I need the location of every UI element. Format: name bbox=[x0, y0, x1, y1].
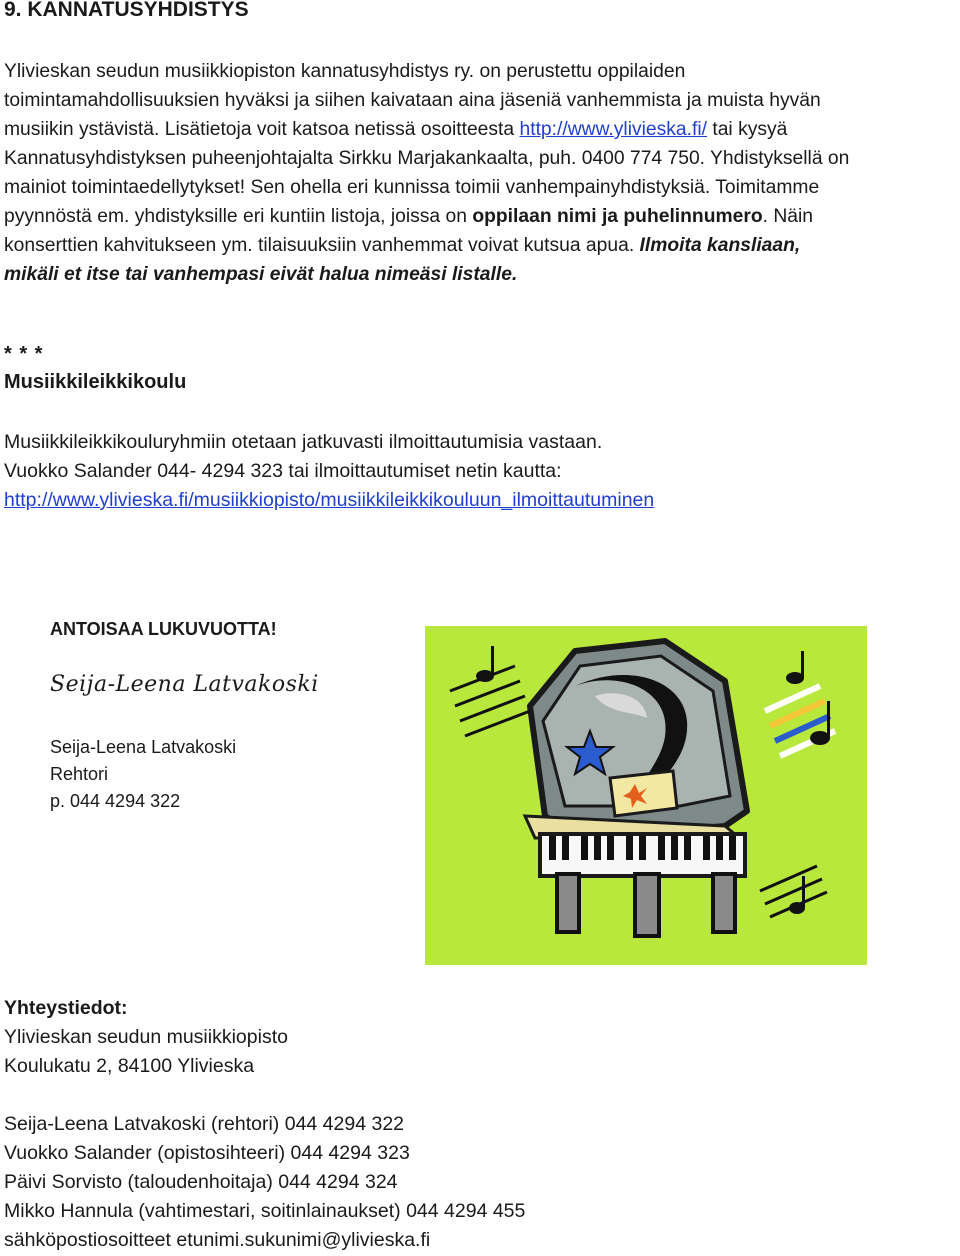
contacts-people bbox=[4, 1110, 525, 1255]
grand-piano-clipart-icon bbox=[425, 626, 867, 965]
contacts-org: Ylivieskan seudun musiikkiopisto bbox=[4, 1026, 288, 1048]
kannatus-line-3 bbox=[4, 115, 954, 144]
kannatus-line-6-text: pyynnöstä em. yhdistyksille eri kuntiin listoja, joissa on bbox=[4, 206, 473, 227]
contacts-block bbox=[4, 994, 288, 1081]
kannatus-line-3-tail: tai kysyä bbox=[707, 119, 788, 140]
kannatus-notice-start: Ilmoita kansliaan, bbox=[639, 235, 801, 256]
signer-role: Rehtori bbox=[50, 764, 109, 784]
leikkikoulu-line-2: Vuokko Salander 044- 4294 323 tai ilmoittautumiset netin kautta: bbox=[4, 460, 562, 482]
kannatus-paragraph bbox=[4, 57, 954, 289]
closing-greeting: ANTOISAA LUKUVUOTTA! bbox=[50, 619, 277, 639]
leikkikoulu-registration-link[interactable]: http://www.ylivieska.fi/musiikkiopisto/musiikkileikkikouluun_ilmoittautuminen bbox=[4, 489, 655, 511]
kannatus-bold-phrase: oppilaan nimi ja puhelinnumero bbox=[472, 206, 763, 227]
contact-person: Päivi Sorvisto (taloudenhoitaja) 044 4294 324 bbox=[4, 1171, 398, 1193]
section-separator: * * * bbox=[4, 343, 44, 365]
section-heading: 9. KANNATUSYHDISTYS bbox=[4, 0, 249, 21]
signer-block bbox=[50, 734, 236, 815]
leikkikoulu-paragraph bbox=[4, 428, 954, 515]
kannatus-line-6 bbox=[4, 202, 954, 231]
handwritten-signature: Seija-Leena Latvakoski bbox=[50, 672, 319, 697]
kannatus-line-2: toimintamahdollisuuksien hyväksi ja siihen kaivataan aina jäseniä vanhemmista ja muista hyvän bbox=[4, 90, 821, 111]
kannatus-line-1: Ylivieskan seudun musiikkiopiston kannatusyhdistys ry. on perustettu oppilaiden bbox=[4, 61, 686, 82]
contacts-title: Yhteystiedot: bbox=[4, 997, 128, 1019]
kannatus-line-7-text: konserttien kahvitukseen ym. tilaisuuksiin vanhemmat voivat kutsua apua. bbox=[4, 235, 640, 256]
kannatus-line-6-tail: . Näin bbox=[762, 206, 814, 227]
kannatus-notice-end: mikäli et itse tai vanhempasi eivät halua nimeäsi listalle. bbox=[4, 264, 518, 285]
kannatus-line-4: Kannatusyhdistyksen puheenjohtajalta Sirkku Marjakankaalta, puh. 0400 774 750. Yhdistyksellä on bbox=[4, 148, 850, 169]
kannatus-line-3-text: musiikin ystävistä. Lisätietoja voit katsoa netissä osoitteesta bbox=[4, 119, 520, 140]
contacts-email: sähköpostiosoitteet etunimi.sukunimi@ylivieska.fi bbox=[4, 1229, 431, 1251]
contact-person: Vuokko Salander (opistosihteeri) 044 4294 323 bbox=[4, 1142, 410, 1164]
kannatus-line-5: mainiot toimintaedellytykset! Sen ohella eri kunnissa toimii vanhempainyhdistyksiä. Toimitamme bbox=[4, 177, 820, 198]
contacts-address: Koulukatu 2, 84100 Ylivieska bbox=[4, 1055, 255, 1077]
contact-person: Seija-Leena Latvakoski (rehtori) 044 4294 322 bbox=[4, 1113, 405, 1135]
signer-name: Seija-Leena Latvakoski bbox=[50, 737, 237, 757]
kannatus-line-7 bbox=[4, 231, 954, 260]
signer-phone: p. 044 4294 322 bbox=[50, 791, 181, 811]
leikkikoulu-title: Musiikkileikkikoulu bbox=[4, 371, 187, 393]
contact-person: Mikko Hannula (vahtimestari, soitinlainaukset) 044 4294 455 bbox=[4, 1200, 526, 1222]
leikkikoulu-line-1: Musiikkileikkikouluryhmiin otetaan jatkuvasti ilmoittautumisia vastaan. bbox=[4, 431, 603, 453]
ylivieska-link[interactable]: http://www.ylivieska.fi/ bbox=[519, 119, 707, 140]
